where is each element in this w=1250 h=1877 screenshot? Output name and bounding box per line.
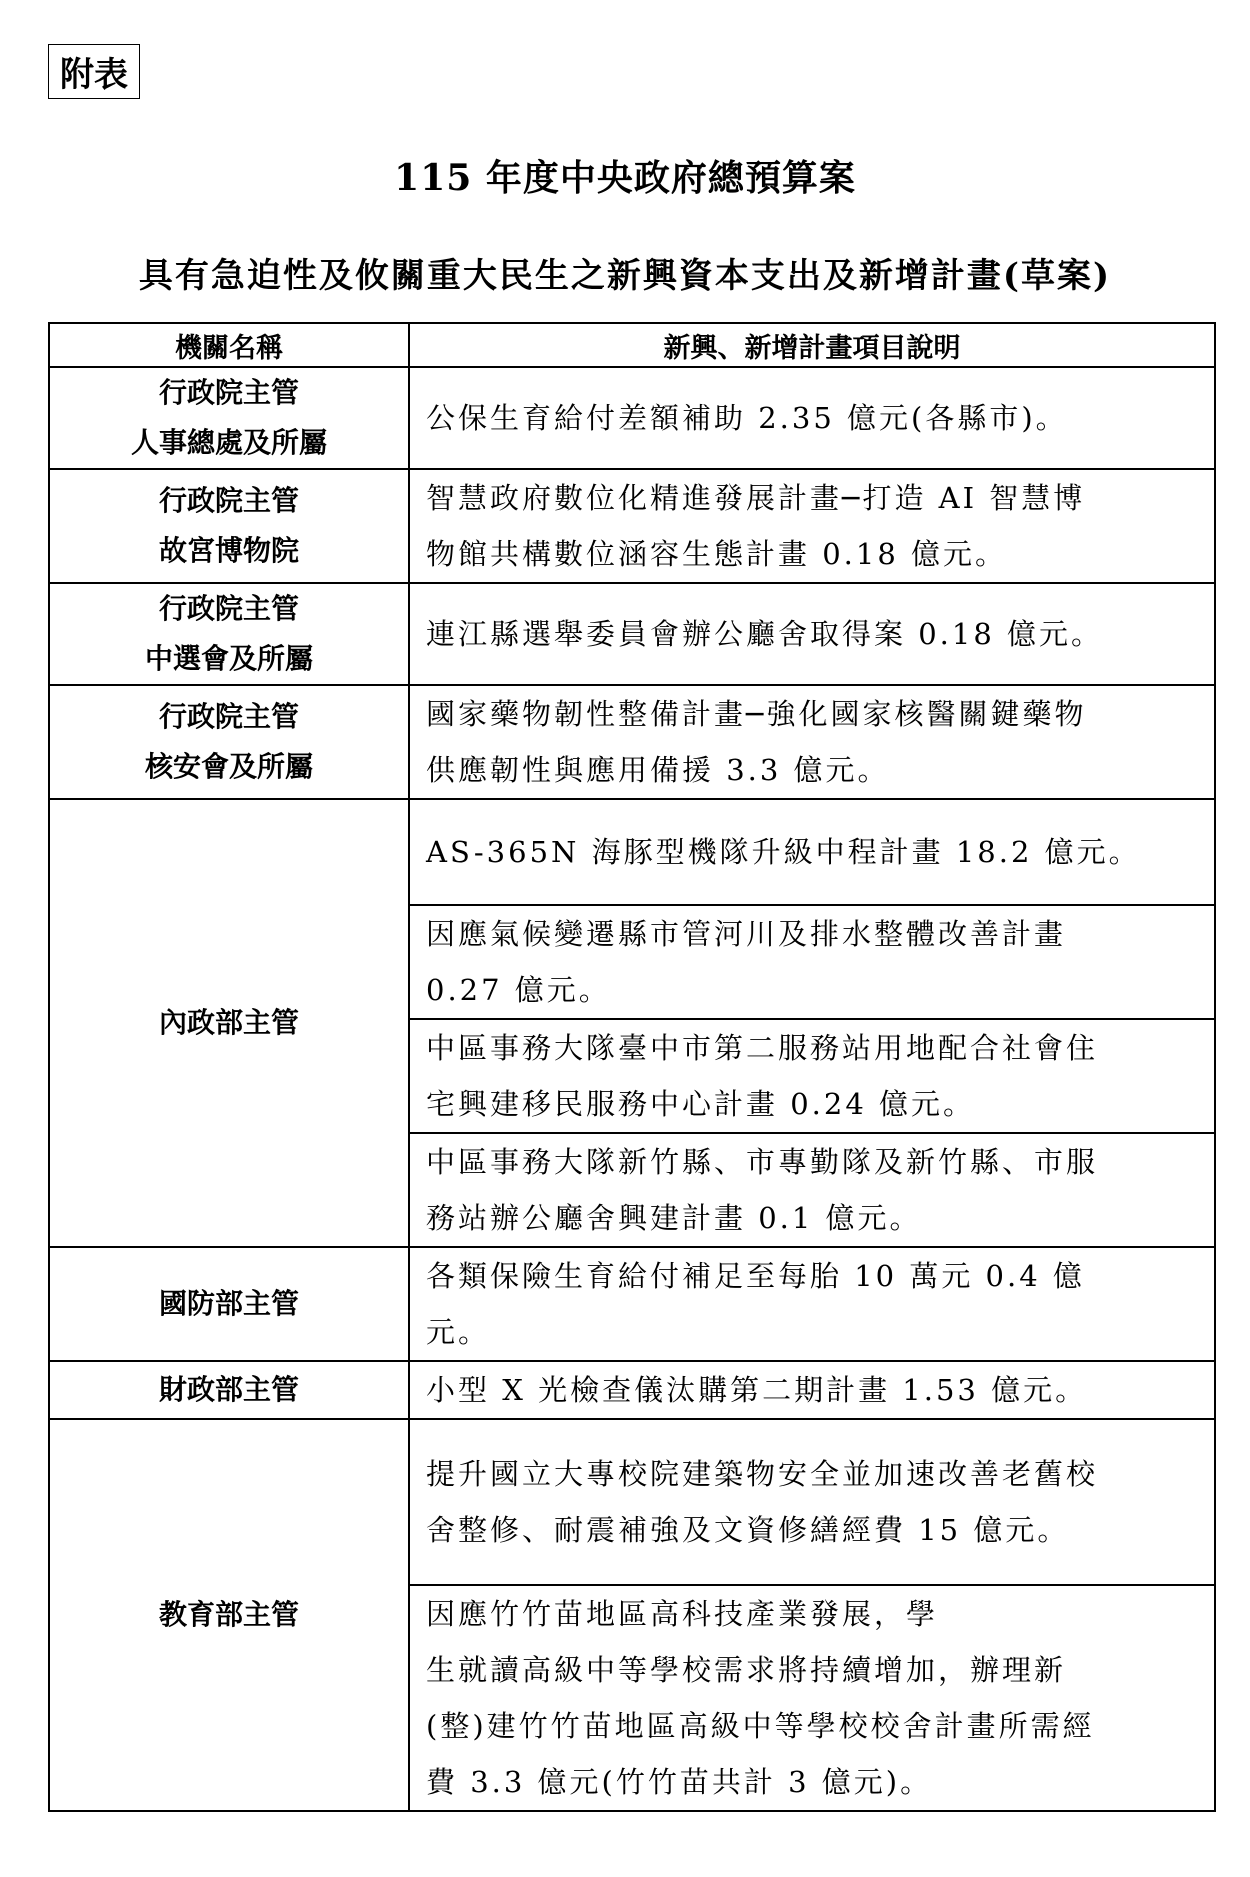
desc-cell <box>409 1247 1215 1361</box>
desc-cell <box>409 685 1215 799</box>
desc-line: 務站辦公廳舍興建計畫 0.1 億元。 <box>426 1201 922 1235</box>
desc-line: (整)建竹竹苗地區高級中等學校校舍計畫所需經 <box>426 1709 1095 1743</box>
org-line: 內政部主管 <box>158 1006 299 1039</box>
org-line: 核安會及所屬 <box>144 750 313 783</box>
desc-line: 小型 X 光檢查儀汰購第二期計畫 1.53 億元。 <box>426 1373 1088 1407</box>
desc-cell <box>409 583 1215 685</box>
table-header-row <box>49 323 1215 367</box>
desc-cell <box>409 367 1215 469</box>
org-line: 行政院主管 <box>158 376 299 409</box>
table-row <box>49 799 1215 905</box>
org-line: 人事總處及所屬 <box>130 426 327 459</box>
desc-line: 0.27 億元。 <box>426 973 611 1007</box>
desc-line: 物館共構數位涵容生態計畫 0.18 億元。 <box>426 537 1008 571</box>
desc-cell <box>409 799 1215 905</box>
desc-line: 各類保險生育給付補足至每胎 10 萬元 0.4 億 <box>426 1259 1085 1293</box>
desc-cell <box>409 1133 1215 1247</box>
desc-line: 中區事務大隊新竹縣、市專勤隊及新竹縣、市服 <box>426 1145 1099 1179</box>
org-cell <box>49 799 409 1247</box>
org-cell <box>49 685 409 799</box>
document-title: 115 年度中央政府總預算案 <box>394 157 856 199</box>
org-line: 教育部主管 <box>158 1598 299 1631</box>
desc-line: 因應竹竹苗地區高科技產業發展，學 <box>426 1597 939 1631</box>
desc-cell <box>409 469 1215 583</box>
appendix-tag: 附表 <box>48 44 140 99</box>
org-line: 中選會及所屬 <box>144 642 313 675</box>
org-cell <box>49 583 409 685</box>
table-row <box>49 685 1215 799</box>
desc-line: 供應韌性與應用備援 3.3 億元。 <box>426 753 890 787</box>
desc-cell <box>409 905 1215 1019</box>
desc-line: 元。 <box>426 1315 491 1349</box>
table-row <box>49 1361 1215 1419</box>
org-line: 國防部主管 <box>158 1287 299 1320</box>
desc-line: 舍整修、耐震補強及文資修繕經費 15 億元。 <box>426 1513 1070 1547</box>
desc-line: 國家藥物韌性整備計畫─強化國家核醫關鍵藥物 <box>426 697 1087 731</box>
desc-line: AS-365N 海豚型機隊升級中程計畫 18.2 億元。 <box>426 835 1141 869</box>
desc-line: 公保生育給付差額補助 2.35 億元(各縣市)。 <box>426 401 1068 435</box>
budget-table <box>48 322 1216 1812</box>
org-cell <box>49 469 409 583</box>
desc-cell <box>409 1419 1215 1585</box>
org-line: 行政院主管 <box>158 592 299 625</box>
desc-line: 提升國立大專校院建築物安全並加速改善老舊校 <box>426 1457 1099 1491</box>
org-line: 行政院主管 <box>158 484 299 517</box>
org-cell <box>49 367 409 469</box>
desc-line: 費 3.3 億元(竹竹苗共計 3 億元)。 <box>426 1765 933 1799</box>
table-row <box>49 1419 1215 1585</box>
desc-cell <box>409 1019 1215 1133</box>
document-subtitle: 具有急迫性及攸關重大民生之新興資本支出及新增計畫(草案) <box>138 256 1112 296</box>
org-cell <box>49 1419 409 1811</box>
desc-line: 因應氣候變遷縣市管河川及排水整體改善計畫 <box>426 917 1067 951</box>
table-row <box>49 583 1215 685</box>
table-row <box>49 469 1215 583</box>
org-line: 故宮博物院 <box>158 534 299 567</box>
desc-line: 宅興建移民服務中心計畫 0.24 億元。 <box>426 1087 976 1121</box>
desc-line: 中區事務大隊臺中市第二服務站用地配合社會住 <box>426 1031 1099 1065</box>
desc-cell <box>409 1585 1215 1811</box>
table-row <box>49 367 1215 469</box>
org-cell <box>49 1247 409 1361</box>
desc-line: 生就讀高級中等學校需求將持續增加，辦理新 <box>426 1653 1067 1687</box>
desc-line: 智慧政府數位化精進發展計畫─打造 AI 智慧博 <box>426 481 1086 515</box>
desc-cell <box>409 1361 1215 1419</box>
org-cell <box>49 1361 409 1419</box>
header-desc: 新興、新增計畫項目說明 <box>409 323 1215 367</box>
header-org: 機關名稱 <box>49 323 409 367</box>
table-row <box>49 1247 1215 1361</box>
desc-line: 連江縣選舉委員會辦公廳舍取得案 0.18 億元。 <box>426 617 1104 651</box>
org-line: 行政院主管 <box>158 700 299 733</box>
org-line: 財政部主管 <box>158 1373 299 1406</box>
